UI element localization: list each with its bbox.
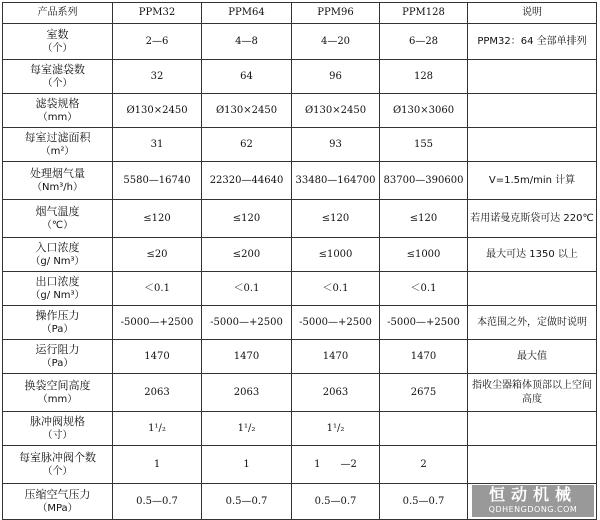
watermark-brand: 恒动机械 xyxy=(488,485,577,504)
table-row xyxy=(3,306,597,340)
value-cell: 1470 xyxy=(380,340,468,374)
value-cell: 96 xyxy=(292,60,380,94)
header-cell: 产品系列 xyxy=(3,3,113,24)
param-cell xyxy=(3,412,113,446)
param-name: 入口浓度 xyxy=(35,240,80,254)
table-row xyxy=(3,238,597,272)
value-cell: 83700—390600 xyxy=(380,162,468,200)
value-cell: 1470 xyxy=(292,340,380,374)
table-row xyxy=(3,128,597,162)
value-cell: 31 xyxy=(113,128,202,162)
value-cell: 2—6 xyxy=(113,24,202,60)
value-cell: ＜0.1 xyxy=(292,272,380,306)
param-cell xyxy=(3,94,113,128)
param-unit: （个） xyxy=(42,465,73,477)
note-cell: 若用诺曼克斯袋可达 220℃ xyxy=(468,200,597,238)
param-cell xyxy=(3,340,113,374)
param-cell xyxy=(3,306,113,340)
value-cell: -5000—+2500 xyxy=(113,306,202,340)
value-cell: 1¹/₂ xyxy=(292,412,380,446)
value-cell: ≤120 xyxy=(292,200,380,238)
value-cell: ≤200 xyxy=(202,238,292,272)
watermark-domain: QDHENGDONG.COM xyxy=(488,505,578,514)
value-cell: 1¹/₂ xyxy=(202,412,292,446)
value-cell: 2 xyxy=(380,446,468,484)
param-cell xyxy=(3,200,113,238)
param-cell xyxy=(3,24,113,60)
param-unit: （个） xyxy=(42,42,73,54)
table-row xyxy=(3,200,597,238)
param-cell xyxy=(3,162,113,200)
param-unit: （Pa） xyxy=(41,357,74,369)
table-row xyxy=(3,60,597,94)
value-cell: 5580—16740 xyxy=(113,162,202,200)
param-name: 每室脉冲阀个数 xyxy=(19,450,96,464)
param-name: 每室过滤面积 xyxy=(24,130,91,144)
value-cell: -5000—+2500 xyxy=(202,306,292,340)
param-unit: （个） xyxy=(42,77,73,89)
value-cell: 1¹/₂ xyxy=(113,412,202,446)
param-unit: （m²） xyxy=(40,145,75,157)
note-cell xyxy=(468,446,597,484)
value-cell: 1470 xyxy=(113,340,202,374)
value-cell: ≤120 xyxy=(113,200,202,238)
value-cell: 1470 xyxy=(202,340,292,374)
note-cell: PPM32：64 全部单排列 xyxy=(468,24,597,60)
note-cell xyxy=(468,272,597,306)
value-cell: ＜0.1 xyxy=(113,272,202,306)
value-cell: 22320—44640 xyxy=(202,162,292,200)
value-cell: Ø130×2450 xyxy=(202,94,292,128)
table-row xyxy=(3,272,597,306)
value-cell: 32 xyxy=(113,60,202,94)
param-name: 室数 xyxy=(46,27,69,41)
header-cell: PPM64 xyxy=(202,3,292,24)
param-cell xyxy=(3,484,113,520)
value-cell: 2063 xyxy=(113,374,202,412)
header-cell: PPM128 xyxy=(380,3,468,24)
value-cell: 0.5—0.7 xyxy=(202,484,292,520)
param-name: 脉冲阀规格 xyxy=(30,414,85,428)
param-unit: （g/ Nm³） xyxy=(30,289,85,301)
param-name: 滤袋规格 xyxy=(35,96,80,110)
note-cell: 指收尘器箱体顶部以上空间高度 xyxy=(468,374,597,412)
value-cell: 2063 xyxy=(202,374,292,412)
value-cell: 93 xyxy=(292,128,380,162)
value-cell: 2063 xyxy=(292,374,380,412)
value-cell: 62 xyxy=(202,128,292,162)
value-cell: ＜0.1 xyxy=(202,272,292,306)
value-cell: 155 xyxy=(380,128,468,162)
table-row xyxy=(3,446,597,484)
value-cell: 1 xyxy=(202,446,292,484)
note-cell xyxy=(468,94,597,128)
value-cell: Ø130×2450 xyxy=(113,94,202,128)
param-unit: （℃） xyxy=(41,219,74,231)
value-cell: ≤1000 xyxy=(380,238,468,272)
param-cell xyxy=(3,272,113,306)
value-cell: ≤120 xyxy=(202,200,292,238)
param-cell xyxy=(3,446,113,484)
value-cell: 2675 xyxy=(380,374,468,412)
value-cell: Ø130×2450 xyxy=(292,94,380,128)
param-name: 换袋空间高度 xyxy=(24,378,91,392)
value-cell: 33480—164700 xyxy=(292,162,380,200)
param-name: 出口浓度 xyxy=(35,274,80,288)
value-cell: ≤120 xyxy=(380,200,468,238)
param-cell xyxy=(3,238,113,272)
table-row xyxy=(3,94,597,128)
param-cell xyxy=(3,374,113,412)
param-unit: （Nm³/h） xyxy=(32,181,83,193)
table-row xyxy=(3,24,597,60)
site-watermark xyxy=(472,485,594,517)
value-cell: 128 xyxy=(380,60,468,94)
table-row xyxy=(3,162,597,200)
value-cell: 0.5—0.7 xyxy=(292,484,380,520)
value-cell: Ø130×3060 xyxy=(380,94,468,128)
value-cell: 4—20 xyxy=(292,24,380,60)
value-cell: 6—28 xyxy=(380,24,468,60)
value-cell: ≤20 xyxy=(113,238,202,272)
note-cell: 最大可达 1350 以上 xyxy=(468,238,597,272)
value-cell: -5000—+2500 xyxy=(292,306,380,340)
note-cell: 最大值 xyxy=(468,340,597,374)
value-cell: 1 —2 xyxy=(292,446,380,484)
note-cell xyxy=(468,60,597,94)
spec-table-body xyxy=(3,24,597,520)
table-row xyxy=(3,412,597,446)
param-unit: （寸） xyxy=(42,429,73,441)
value-cell: -5000—+2500 xyxy=(380,306,468,340)
table-row xyxy=(3,374,597,412)
param-name: 压缩空气压力 xyxy=(24,487,91,501)
value-cell: 64 xyxy=(202,60,292,94)
param-name: 操作压力 xyxy=(35,308,80,322)
value-cell: 1 xyxy=(113,446,202,484)
param-cell xyxy=(3,128,113,162)
param-name: 运行阻力 xyxy=(35,342,80,356)
param-unit: （g/ Nm³） xyxy=(30,255,85,267)
value-cell: ＜0.1 xyxy=(380,272,468,306)
header-cell: 说明 xyxy=(468,3,597,24)
param-unit: （mm） xyxy=(37,111,78,123)
note-cell xyxy=(468,412,597,446)
param-name: 每室滤袋数 xyxy=(30,62,85,76)
table-row xyxy=(3,340,597,374)
note-cell: V=1.5m/min 计算 xyxy=(468,162,597,200)
value-cell xyxy=(380,412,468,446)
value-cell: 0.5—0.7 xyxy=(380,484,468,520)
note-cell xyxy=(468,128,597,162)
param-name: 烟气温度 xyxy=(35,204,80,218)
note-cell: 本范围之外，定做时说明 xyxy=(468,306,597,340)
param-name: 处理烟气量 xyxy=(30,166,85,180)
param-cell xyxy=(3,60,113,94)
header-row xyxy=(3,3,597,24)
value-cell: 0.5—0.7 xyxy=(113,484,202,520)
param-unit: （mm） xyxy=(37,393,78,405)
header-cell: PPM32 xyxy=(113,3,202,24)
param-unit: （MPa） xyxy=(37,502,78,514)
header-cell: PPM96 xyxy=(292,3,380,24)
value-cell: 4—8 xyxy=(202,24,292,60)
spec-table xyxy=(2,2,597,520)
param-unit: （Pa） xyxy=(41,323,74,335)
value-cell: ≤1000 xyxy=(292,238,380,272)
